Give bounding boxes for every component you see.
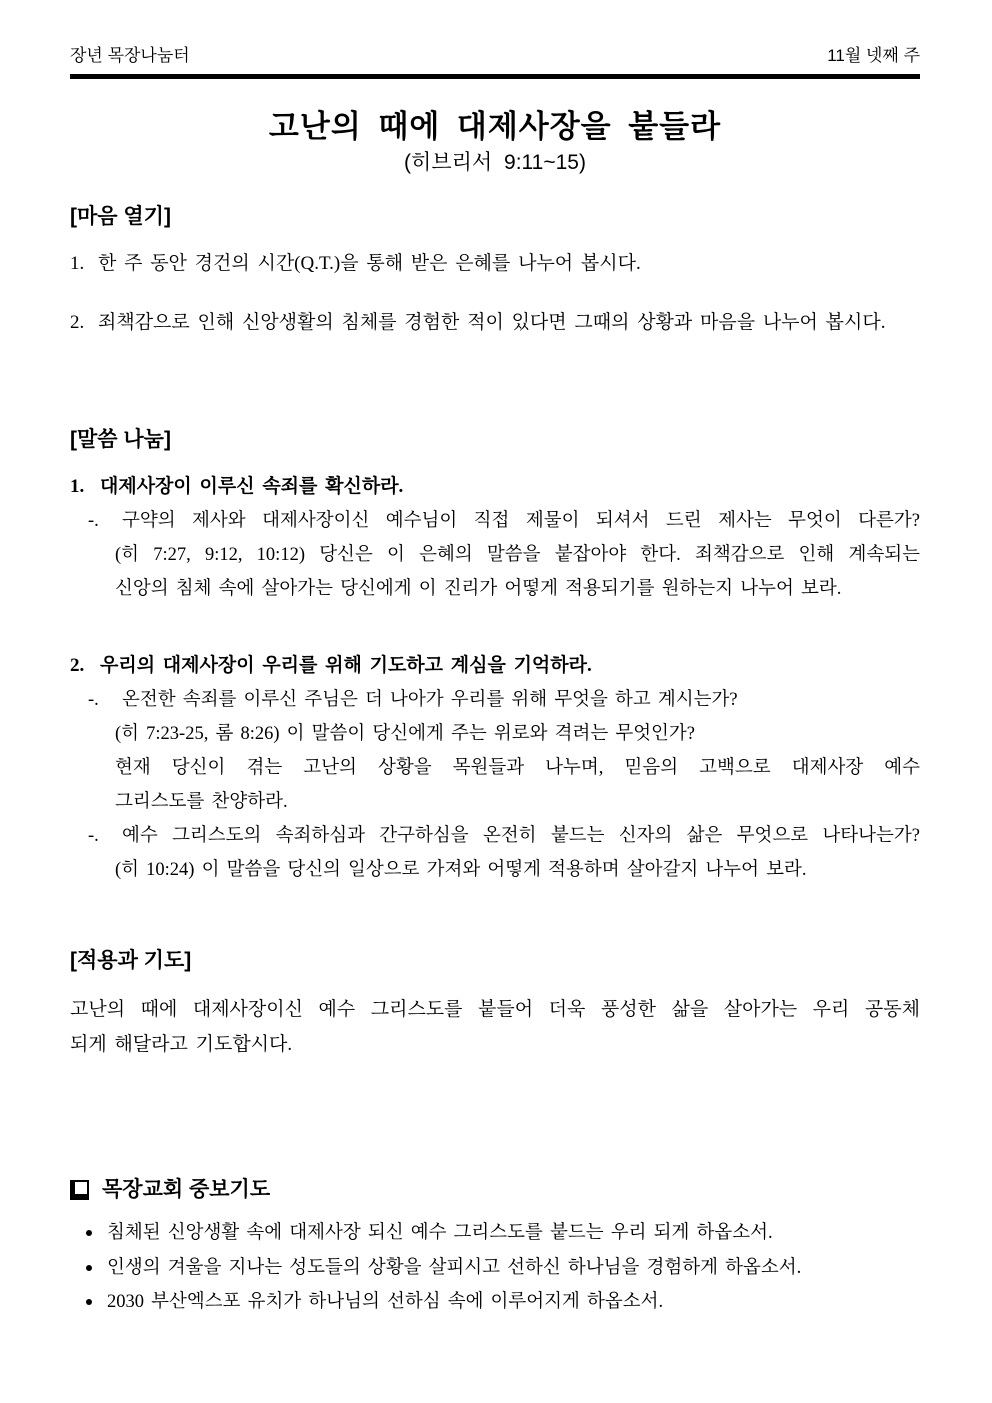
- intercession-item-text: 2030 부산엑스포 유치가 하나님의 선하심 속에 이루어지게 하옵소서.: [107, 1292, 664, 1312]
- bullet-line: 그리스도를 찬양하라.: [115, 792, 288, 812]
- intercession-item-text: 침체된 신앙생활 속에 대제사장 되신 예수 그리스도를 붙드는 우리 되게 하옵소서.: [107, 1223, 773, 1243]
- item-title-text: 우리의 대제사장이 우리를 위해 기도하고 계심을 기억하라.: [100, 655, 592, 676]
- section-heading-opening: [마음 열기]: [70, 205, 171, 228]
- opening-item: [70, 310, 920, 336]
- item-title-text: 대제사장이 이루신 속죄를 확신하라.: [100, 476, 404, 497]
- application-paragraph: [70, 992, 920, 1062]
- header-left-label: 장년 목장나눔터: [70, 46, 190, 65]
- bullet-line: 구약의 제사와 대제사장이신 예수님이 직접 제물이 되셔서 드린 제사는 무엇이 다른가?: [122, 511, 920, 531]
- intercession-heading: [70, 1176, 920, 1204]
- word-item-bullet: [70, 683, 920, 819]
- bullet-dot-icon: [86, 1265, 92, 1271]
- intercession-item: [70, 1216, 920, 1251]
- checkbox-icon: [70, 1180, 89, 1200]
- bullet-dot-icon: [86, 1230, 92, 1236]
- bullet-line: (히 7:27, 9:12, 10:12) 당신은 이 은혜의 말씀을 붙잡아야 한다. 죄책감으로 인해 계속되는: [115, 545, 920, 565]
- dash-bullet-marker: -.: [88, 690, 99, 710]
- word-item-title: [70, 470, 920, 504]
- intercession-item-text: 인생의 겨울을 지나는 성도들의 상황을 살피시고 선하신 하나님을 경험하게 하옵소서.: [107, 1257, 802, 1278]
- paragraph-line: 고난의 때에 대제사장이신 예수 그리스도를 붙들어 더욱 풍성한 삶을 살아가는 우리 공동체: [70, 999, 920, 1020]
- word-item-title: [70, 649, 920, 683]
- scripture-reference: (히브리서 9:11~15): [404, 151, 586, 174]
- section-heading-word-sharing: [말씀 나눔]: [70, 428, 171, 451]
- bullet-line: 신앙의 침체 속에 살아가는 당신에게 이 진리가 어떻게 적용되기를 원하는지 나누어 보라.: [115, 579, 842, 599]
- item-text: 한 주 동안 경건의 시간(Q.T.)을 통해 받은 은혜를 나누어 봅시다.: [98, 253, 641, 274]
- page-header: [70, 45, 920, 67]
- bullet-line: 예수 그리스도의 속죄하심과 간구하심을 온전히 붙드는 신자의 삶은 무엇으로 나타나는가?: [122, 826, 920, 846]
- bullet-line: 현재 당신이 겪는 고난의 상황을 목원들과 나누며, 믿음의 고백으로 대제사장 예수: [115, 758, 920, 778]
- item-number: 2.: [70, 312, 85, 333]
- bullet-line: (히 7:23-25, 롬 8:26) 이 말씀이 당신에게 주는 위로와 격려는 무엇인가?: [115, 724, 696, 744]
- paragraph-line: 되게 해달라고 기도합시다.: [70, 1034, 293, 1055]
- intercession-heading-label: 목장교회 중보기도: [102, 1178, 271, 1201]
- item-number: 2.: [70, 655, 85, 676]
- dash-bullet-marker: -.: [88, 826, 99, 846]
- bullet-line: (히 10:24) 이 말씀을 당신의 일상으로 가져와 어떻게 적용하며 살아갈지 나누어 보라.: [115, 860, 807, 880]
- header-divider: [70, 74, 920, 79]
- item-text: 죄책감으로 인해 신앙생활의 침체를 경험한 적이 있다면 그때의 상황과 마음을 나누어 봅시다.: [98, 312, 886, 333]
- opening-item: [70, 251, 920, 277]
- item-number: 1.: [70, 476, 85, 497]
- word-item-bullet: [70, 819, 920, 887]
- section-heading-application: [적용과 기도]: [70, 949, 192, 972]
- intercession-item: [70, 1251, 920, 1286]
- page-title: 고난의 때에 대제사장을 붙들라: [268, 109, 722, 144]
- word-item-bullet: [70, 504, 920, 606]
- dash-bullet-marker: -.: [88, 511, 99, 531]
- intercession-item: [70, 1285, 920, 1320]
- item-number: 1.: [70, 253, 85, 274]
- header-right-label: 11월 넷째 주: [827, 46, 920, 65]
- intercession-list: [70, 1216, 920, 1320]
- bullet-line: 온전한 속죄를 이루신 주님은 더 나아가 우리를 위해 무엇을 하고 계시는가?: [122, 690, 738, 710]
- bullet-dot-icon: [86, 1299, 92, 1305]
